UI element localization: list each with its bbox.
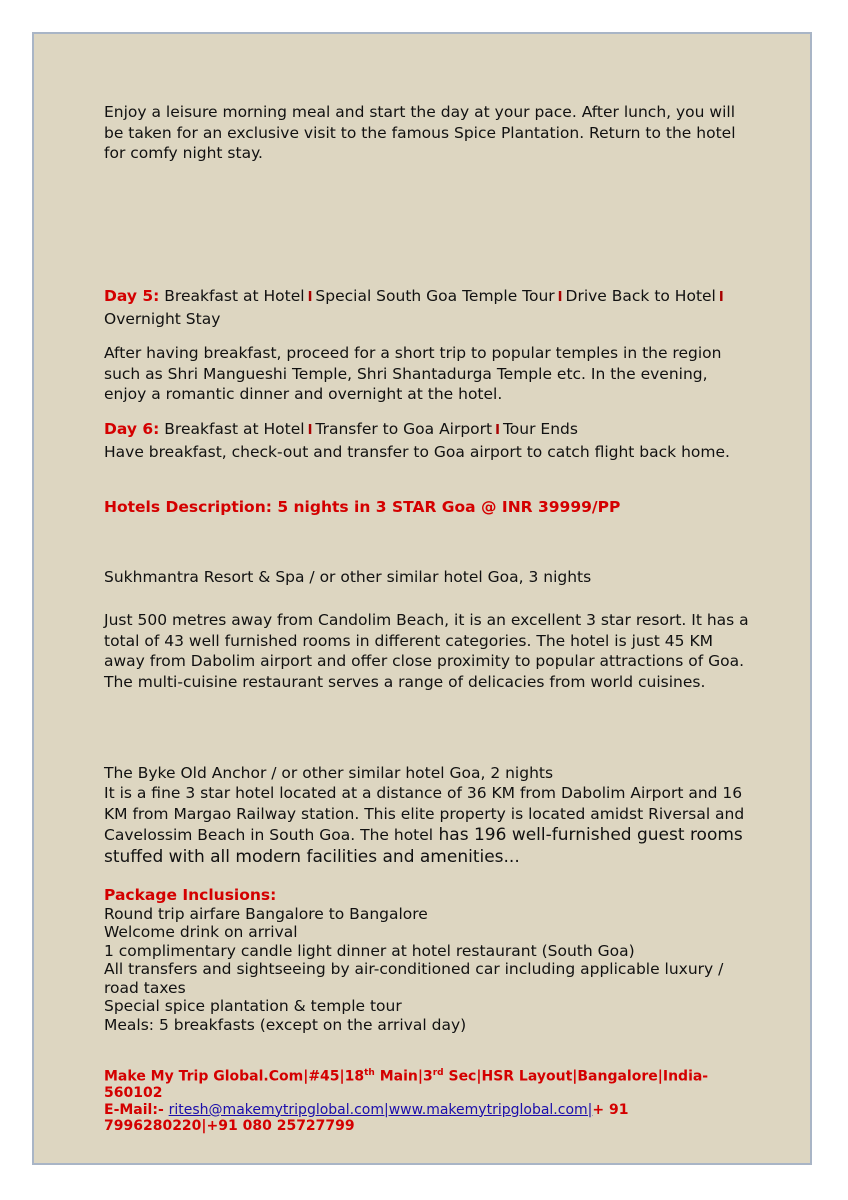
inclusion-item: 1 complimentary candle light dinner at hotel restaurant (South Goa) [104,941,635,960]
inclusion-item: All transfers and sightseeing by air-conditioned car including applicable luxury / road taxes [104,960,724,997]
hotel2-name: The Byke Old Anchor / or other similar hotel Goa, 2 nights [104,764,554,782]
separator: I [718,290,724,305]
inclusion-item: Special spice plantation & temple tour [104,997,402,1015]
phone-numbers: + 91 7996280220|+91 080 25727799 [104,1101,629,1135]
separator: I [307,423,313,438]
day5-description: After having breakfast, proceed for a short trip to popular temples in the region such as Shri Mangueshi Temple, Shri Shantadurga Temple etc. In the evening, enjoy a romantic dinner and overnight at the hotel. [104,344,722,403]
intro-paragraph: Enjoy a leisure morning meal and start the day at your pace. After lunch, you will be taken for an exclusive visit to the famous Spice Plantation. Return to the hotel for comfy night stay. [104,103,736,162]
footer-address-3: Sec|HSR Layout|Bangalore|India-560102 [104,1068,709,1102]
day5-item: Breakfast at Hotel [164,287,305,305]
hotel2-description-b: has 196 well-furnished guest rooms stuffed with all modern facilities and amenities... [104,825,743,867]
footer-sup: th [364,1068,375,1078]
hotel2-description-a: It is a fine 3 star hotel located at a distance of 36 KM from Dabolim Airport and 16 KM from Margao Railway station. This elite property is located amidst Riversal and Cavelossim Beach in South Goa. The hotel [104,784,745,844]
hotel2-description [104,783,754,868]
footer-address-1: Make My Trip Global.Com|#45|18 [104,1068,365,1085]
day6-item: Breakfast at Hotel [164,420,305,438]
day6-title [104,419,754,462]
day5-label: Day 5: [104,287,160,305]
separator: I [307,290,313,305]
footer-address-2: Main|3 [374,1068,433,1085]
inclusion-item: Welcome drink on arrival [104,923,298,941]
inclusions-section [104,886,754,1034]
day5-item: Drive Back to Hotel [565,287,716,305]
hotel1-name: Sukhmantra Resort & Spa / or other similar hotel Goa, 3 nights [104,568,592,586]
day6-item: Tour Ends [502,420,578,438]
email-website-link[interactable]: ritesh@makemytripglobal.com|www.makemytripglobal.com| [168,1101,593,1118]
day6-description: Have breakfast, check-out and transfer to Goa airport to catch flight back home. [104,442,730,461]
document-page [32,32,812,1165]
hotels-heading: Hotels Description: 5 nights in 3 STAR Goa @ INR 39999/PP [104,498,621,516]
day5-title [104,286,754,329]
separator: I [557,290,563,305]
hotel1-description: Just 500 metres away from Candolim Beach, it is an excellent 3 star resort. It has a total of 43 well furnished rooms in different categories. The hotel is just 45 KM away from Dabolim airport and offer close proximity to popular attractions of Goa. The multi-cuisine restaurant serves a range of delicacies from world cuisines. [104,611,749,691]
footer-sup: rd [432,1068,444,1078]
separator: I [495,423,500,438]
day5-item: Overnight Stay [104,309,221,328]
email-label: E-Mail:- [104,1101,169,1118]
footer-contact [104,1065,754,1135]
day6-item: Transfer to Goa Airport [315,420,493,438]
day5-item: Special South Goa Temple Tour [315,287,555,305]
inclusion-item: Round trip airfare Bangalore to Bangalore [104,904,428,923]
day6-label: Day 6: [104,420,160,438]
inclusion-item: Meals: 5 breakfasts (except on the arrival day) [104,1015,467,1034]
inclusions-heading: Package Inclusions: [104,886,277,904]
